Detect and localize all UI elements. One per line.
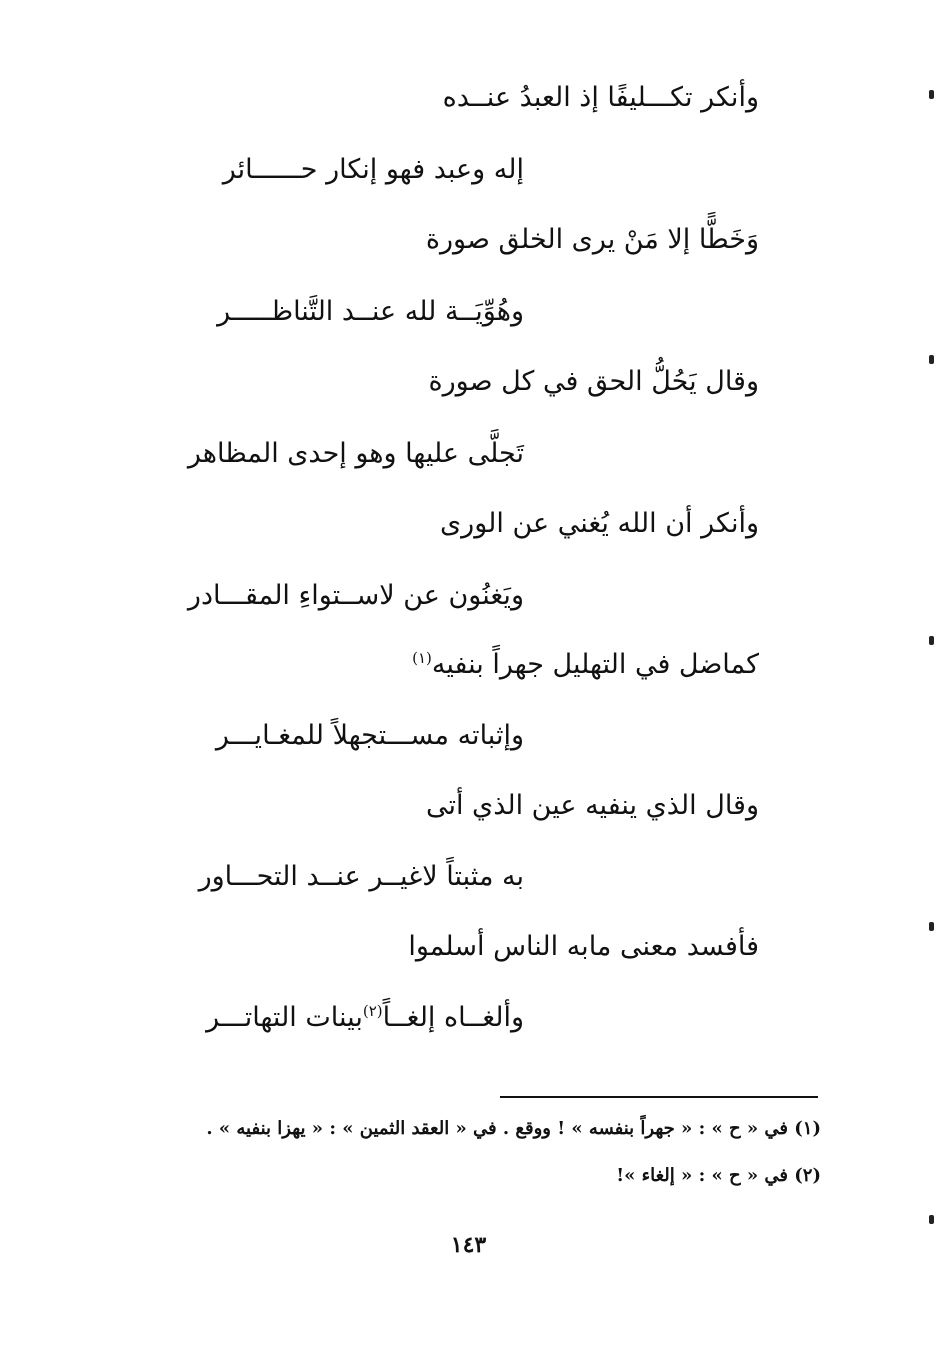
verse-5-first-hemistich (412, 645, 759, 685)
scan-edge-mark (929, 922, 934, 931)
verse-7-second-text-b: بينات التهاتـــر (206, 1002, 363, 1033)
verse-1-first-hemistich: وأنكر تكـــليفًا إذ العبدُ عنــده (442, 82, 759, 113)
footnote-ref-2[interactable]: (٢) (362, 1002, 383, 1020)
verse-3-second-hemistich: تَجلَّى عليها وهو إحدى المظاهر (187, 438, 524, 469)
verse-4-first-hemistich: وأنكر أن الله يُغني عن الورى (440, 508, 759, 539)
verse-4-second-hemistich: ويَغنُون عن لاســتواءِ المقـــادر (187, 580, 524, 611)
page-number: ١٤٣ (450, 1232, 487, 1258)
scan-edge-mark (929, 1215, 934, 1224)
verse-3-first-hemistich: وقال يَحُلُّ الحق في كل صورة (428, 366, 759, 397)
verse-2-first-hemistich: وَخَطًّا إلا مَنْ يرى الخلق صورة (425, 224, 759, 255)
verse-7-second-text-a: وألغــاه إلغــاً (382, 1002, 524, 1033)
verse-7-second-hemistich (206, 998, 524, 1038)
verse-6-second-hemistich: به مثبتاً لاغيــر عنــد التحـــاور (198, 861, 524, 892)
footnote-ref-1[interactable]: (١) (412, 649, 432, 667)
verse-7-first-hemistich: فأفسد معنى مابه الناس أسلموا (408, 931, 759, 962)
verse-5-second-hemistich: وإثباته مســـتجهلاً للمغـايـــر (215, 720, 524, 751)
verse-2-second-hemistich: وهُوِّيَــة لله عنــد التَّناظـــــر (217, 296, 524, 327)
verse-1-second-hemistich: إله وعبد فهو إنكار حــــــائر (222, 154, 524, 185)
footnote-separator (500, 1096, 818, 1098)
scan-edge-mark (929, 636, 934, 645)
verse-6-first-hemistich: وقال الذي ينفيه عين الذي أتى (425, 790, 759, 821)
footnote-2: (٢) في « ح » : « إلغاء »! (616, 1165, 821, 1186)
footnote-1: (١) في « ح » : « جهراً بنفسه » ! ووقع . في « العقد الثمين » : « يهزا بنفيه » . (206, 1118, 821, 1139)
scan-edge-mark (929, 90, 934, 99)
scan-edge-mark (929, 355, 934, 364)
verse-5-first-text: كماضل في التهليل جهراً بنفيه (431, 649, 759, 680)
